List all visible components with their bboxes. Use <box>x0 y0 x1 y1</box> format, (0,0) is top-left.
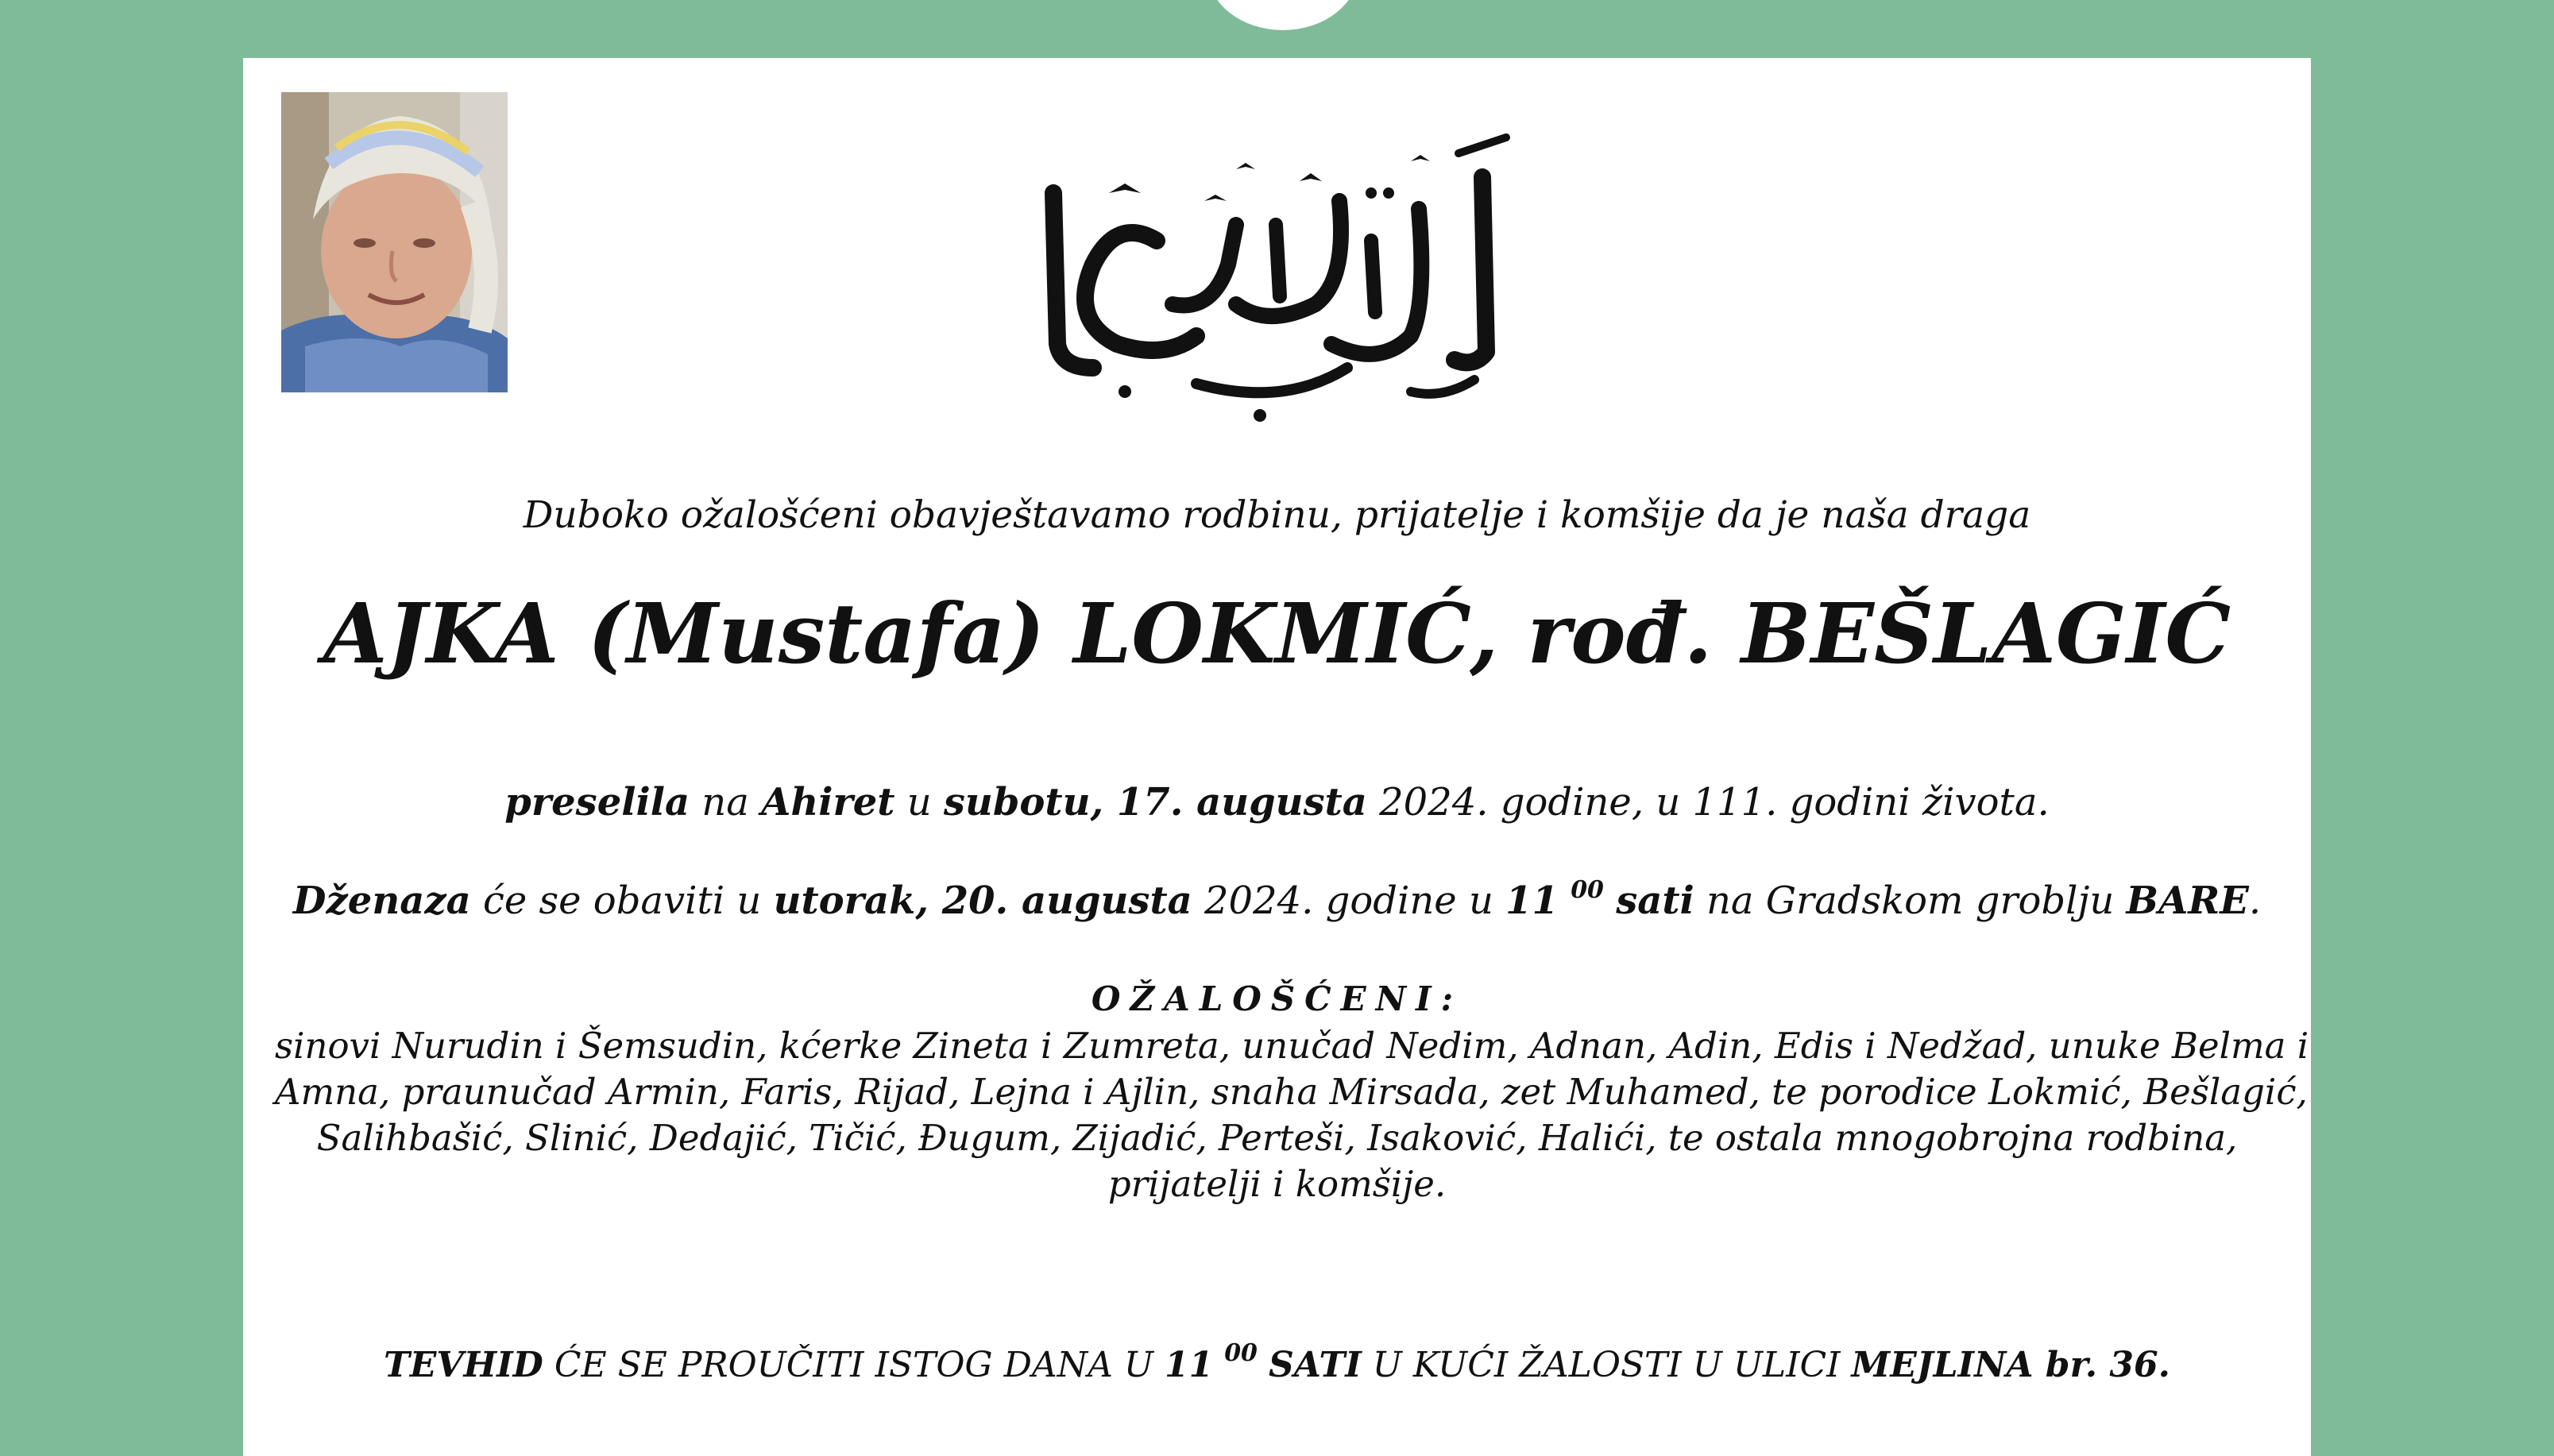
funeral-word: Dženaza <box>292 879 471 923</box>
deceased-photo <box>281 92 508 392</box>
tevhid-line <box>243 1341 2311 1394</box>
ahiret-word: Ahiret <box>761 780 895 825</box>
funeral-minutes: 00 <box>1571 876 1604 904</box>
deceased-name: AJKA (Mustafa) LOKMIĆ, rođ. BEŠLAGIĆ <box>323 585 2231 682</box>
funeral-hours-word: sati <box>1616 879 1694 923</box>
death-text-3: 2024. godine, u 111. godini života. <box>1366 780 2050 825</box>
top-emblem <box>1207 0 1358 30</box>
tevhid-word: TEVHID <box>384 1345 543 1385</box>
mourners-line: Salihbašić, Slinić, Dedajić, Tičić, Đugum, Zijadić, Perteši, Isaković, Halići, te ostala mnogobrojna rodbina, <box>316 1117 2238 1159</box>
mourners-line: Amna, praunučad Armin, Faris, Rijad, Lejna i Ajlin, snaha Mirsada, zet Muhamed, te porodice Lokmić, Bešlagić, <box>275 1071 2308 1113</box>
funeral-text-1: će se obaviti u <box>470 879 774 923</box>
cemetery-name: BARE <box>2126 879 2249 923</box>
funeral-text-3: na Gradskom groblju <box>1694 879 2127 923</box>
tevhid-hours-word: SATI <box>1268 1345 1362 1385</box>
death-text-1: na <box>690 780 762 825</box>
intro-text: Duboko ožalošćeni obavještavamo rodbinu, prijatelje i komšije da je naša draga <box>523 493 2031 537</box>
tevhid-minutes: 00 <box>1224 1339 1258 1367</box>
arabic-calligraphy <box>998 106 1554 439</box>
mourners-title: OŽALOŠĆENI: <box>1091 979 1463 1018</box>
death-date: subotu, 17. augusta <box>943 780 1367 825</box>
funeral-hour: 11 <box>1505 879 1559 923</box>
tevhid-address: MEJLINA br. 36. <box>1851 1345 2170 1385</box>
mourners-list <box>275 1023 2309 1207</box>
obituary-card <box>243 58 2311 1456</box>
tevhid-text-1: ĆE SE PROUČITI ISTOG DANA U <box>543 1345 1165 1385</box>
mourners-line: sinovi Nurudin i Šemsudin, kćerke Zineta i Zumreta, unučad Nedim, Adnan, Adin, Edis i Nedžad, unuke Belma i <box>275 1025 2309 1067</box>
funeral-line <box>243 876 2311 931</box>
death-word: preselila <box>504 780 690 825</box>
tevhid-hour: 11 <box>1164 1345 1214 1385</box>
tevhid-text-2: U KUĆI ŽALOSTI U ULICI <box>1361 1345 1852 1385</box>
death-text-2: u <box>894 780 944 825</box>
funeral-text-2: 2024. godine u <box>1192 879 1506 923</box>
death-notice-line <box>243 778 2311 827</box>
funeral-text-4: . <box>2248 879 2262 923</box>
funeral-date: utorak, 20. augusta <box>773 879 1192 923</box>
mourners-line: prijatelji i komšije. <box>1107 1163 1447 1205</box>
